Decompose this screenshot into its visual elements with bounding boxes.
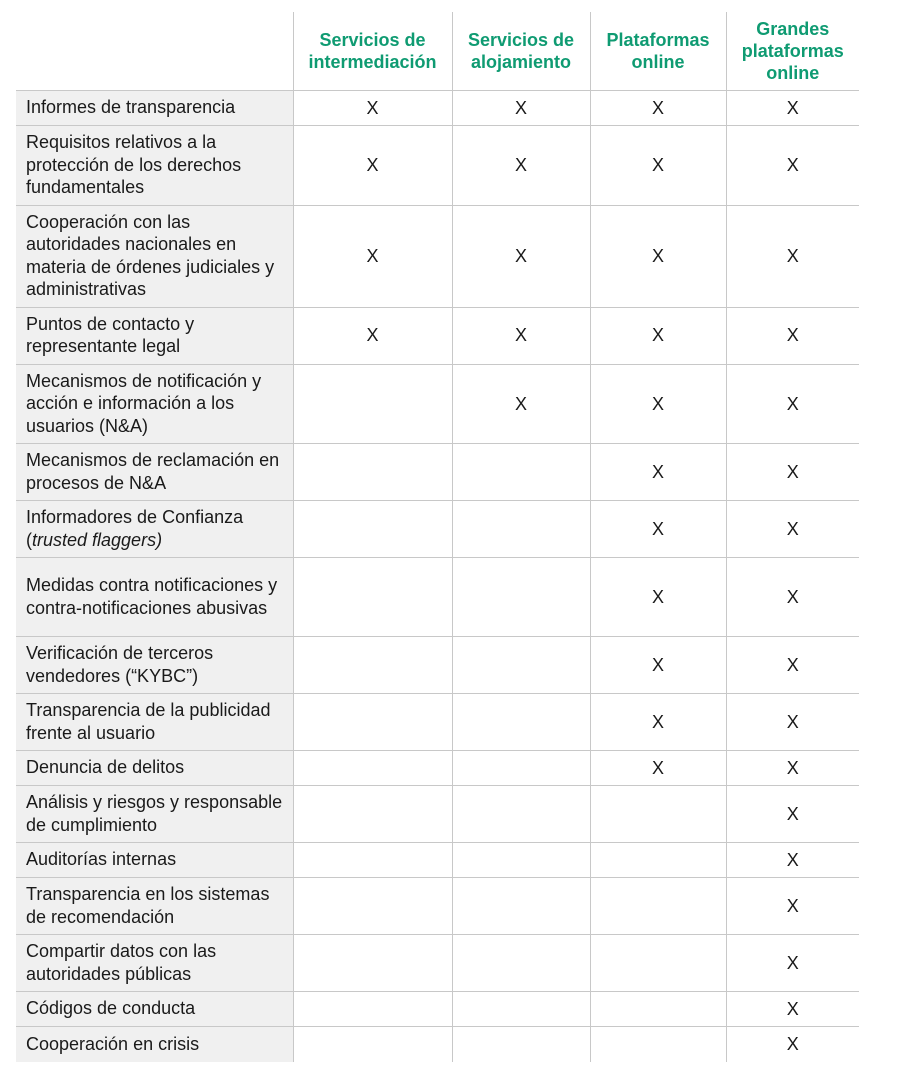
table-row bbox=[16, 558, 859, 637]
table-body bbox=[16, 91, 859, 1062]
row-label bbox=[16, 694, 293, 751]
mark-cell: X bbox=[726, 364, 859, 444]
mark-cell bbox=[452, 878, 590, 935]
mark-cell bbox=[452, 786, 590, 843]
mark-cell: X bbox=[452, 205, 590, 307]
row-label-text: Puntos de contacto y representante legal bbox=[26, 313, 195, 356]
mark-cell: X bbox=[452, 91, 590, 126]
mark-cell bbox=[452, 1027, 590, 1062]
mark-cell: X bbox=[726, 205, 859, 307]
mark-cell bbox=[452, 558, 590, 637]
mark-cell bbox=[293, 992, 452, 1027]
row-label bbox=[16, 935, 293, 992]
mark-cell bbox=[293, 364, 452, 444]
mark-cell: X bbox=[293, 91, 452, 126]
mark-cell bbox=[590, 786, 726, 843]
row-label-text: Compartir datos con las autoridades públicas bbox=[26, 941, 217, 984]
row-label-text: Denuncia de delitos bbox=[26, 757, 185, 778]
mark-cell: X bbox=[726, 786, 859, 843]
row-label bbox=[16, 751, 293, 786]
mark-cell bbox=[452, 501, 590, 558]
mark-cell: X bbox=[590, 444, 726, 501]
header-row bbox=[16, 12, 859, 91]
row-label bbox=[16, 843, 293, 878]
table-row bbox=[16, 992, 859, 1027]
mark-cell bbox=[293, 637, 452, 694]
obligations-table bbox=[16, 12, 859, 1062]
mark-cell bbox=[293, 1027, 452, 1062]
mark-cell: X bbox=[726, 878, 859, 935]
mark-cell: X bbox=[726, 1027, 859, 1062]
mark-cell bbox=[590, 935, 726, 992]
mark-cell: X bbox=[726, 935, 859, 992]
mark-cell bbox=[452, 751, 590, 786]
row-label-text: Informes de transparencia bbox=[26, 97, 236, 118]
row-label-text: Cooperación en crisis bbox=[26, 1033, 200, 1054]
mark-cell: X bbox=[590, 126, 726, 206]
mark-cell bbox=[452, 694, 590, 751]
mark-cell: X bbox=[590, 91, 726, 126]
mark-cell bbox=[293, 444, 452, 501]
header-corner bbox=[16, 12, 293, 91]
mark-cell: X bbox=[726, 694, 859, 751]
mark-cell: X bbox=[452, 364, 590, 444]
row-label-text: Requisitos relativos a la protección de los derechos fundamentales bbox=[26, 132, 242, 197]
row-label-text: Mecanismos de reclamación en procesos de N&A bbox=[26, 450, 280, 493]
table-row bbox=[16, 205, 859, 307]
row-label bbox=[16, 501, 293, 558]
mark-cell: X bbox=[590, 307, 726, 364]
row-label bbox=[16, 1027, 293, 1062]
table-row bbox=[16, 501, 859, 558]
row-label-text: Verificación de terceros vendedores (“KYBC”) bbox=[26, 643, 214, 686]
mark-cell: X bbox=[726, 843, 859, 878]
column-header: Plataformas online bbox=[590, 12, 726, 91]
mark-cell: X bbox=[726, 307, 859, 364]
mark-cell bbox=[452, 843, 590, 878]
mark-cell: X bbox=[590, 751, 726, 786]
table-row bbox=[16, 935, 859, 992]
mark-cell: X bbox=[726, 558, 859, 637]
table-row bbox=[16, 751, 859, 786]
mark-cell bbox=[452, 637, 590, 694]
table-row bbox=[16, 878, 859, 935]
mark-cell: X bbox=[293, 307, 452, 364]
row-label-text: Transparencia de la publicidad frente al usuario bbox=[26, 700, 271, 743]
table-row bbox=[16, 444, 859, 501]
row-label bbox=[16, 786, 293, 843]
table-row bbox=[16, 91, 859, 126]
row-label-text: Informadores de Confianza ( bbox=[26, 507, 244, 550]
mark-cell bbox=[590, 843, 726, 878]
table-row bbox=[16, 694, 859, 751]
mark-cell: X bbox=[590, 694, 726, 751]
mark-cell: X bbox=[590, 558, 726, 637]
column-header: Servicios de intermediación bbox=[293, 12, 452, 91]
mark-cell bbox=[452, 444, 590, 501]
mark-cell: X bbox=[726, 501, 859, 558]
table-row bbox=[16, 364, 859, 444]
mark-cell bbox=[293, 501, 452, 558]
mark-cell: X bbox=[590, 364, 726, 444]
row-label-text: Códigos de conducta bbox=[26, 998, 196, 1019]
mark-cell bbox=[452, 992, 590, 1027]
mark-cell: X bbox=[726, 637, 859, 694]
row-label-text: Mecanismos de notificación y acción e información a los usuarios (N&A) bbox=[26, 370, 262, 436]
row-label-text: Auditorías internas bbox=[26, 849, 177, 870]
row-label bbox=[16, 992, 293, 1027]
row-label bbox=[16, 126, 293, 206]
row-label bbox=[16, 444, 293, 501]
mark-cell bbox=[293, 878, 452, 935]
table-header bbox=[16, 12, 859, 91]
row-label bbox=[16, 307, 293, 364]
mark-cell: X bbox=[452, 126, 590, 206]
row-label-text: Análisis y riesgos y responsable de cumplimiento bbox=[26, 792, 283, 835]
mark-cell: X bbox=[293, 126, 452, 206]
mark-cell: X bbox=[726, 992, 859, 1027]
row-label bbox=[16, 205, 293, 307]
mark-cell bbox=[452, 935, 590, 992]
mark-cell: X bbox=[590, 501, 726, 558]
table-row bbox=[16, 126, 859, 206]
mark-cell: X bbox=[726, 91, 859, 126]
row-label bbox=[16, 91, 293, 126]
table-row bbox=[16, 843, 859, 878]
mark-cell: X bbox=[726, 444, 859, 501]
mark-cell: X bbox=[590, 205, 726, 307]
mark-cell bbox=[293, 843, 452, 878]
mark-cell: X bbox=[726, 126, 859, 206]
column-header: Servicios de alojamiento bbox=[452, 12, 590, 91]
row-label bbox=[16, 878, 293, 935]
mark-cell bbox=[293, 786, 452, 843]
row-label bbox=[16, 637, 293, 694]
mark-cell bbox=[293, 694, 452, 751]
mark-cell bbox=[293, 751, 452, 786]
mark-cell bbox=[590, 992, 726, 1027]
mark-cell: X bbox=[590, 637, 726, 694]
table-row bbox=[16, 637, 859, 694]
mark-cell: X bbox=[452, 307, 590, 364]
table-row bbox=[16, 786, 859, 843]
table-row bbox=[16, 1027, 859, 1062]
row-label bbox=[16, 558, 293, 637]
row-label-italic-text: trusted flaggers) bbox=[32, 529, 163, 550]
mark-cell: X bbox=[726, 751, 859, 786]
row-label-text: Medidas contra notificaciones y contra-notificaciones abusivas bbox=[26, 575, 278, 618]
mark-cell bbox=[590, 878, 726, 935]
table-row bbox=[16, 307, 859, 364]
row-label-text: Transparencia en los sistemas de recomendación bbox=[26, 884, 270, 927]
mark-cell bbox=[293, 935, 452, 992]
mark-cell: X bbox=[293, 205, 452, 307]
row-label bbox=[16, 364, 293, 444]
column-header: Grandes plataformas online bbox=[726, 12, 859, 91]
row-label-text: Cooperación con las autoridades nacionales en materia de órdenes judiciales y administrativas bbox=[26, 211, 275, 299]
mark-cell bbox=[293, 558, 452, 637]
mark-cell bbox=[590, 1027, 726, 1062]
